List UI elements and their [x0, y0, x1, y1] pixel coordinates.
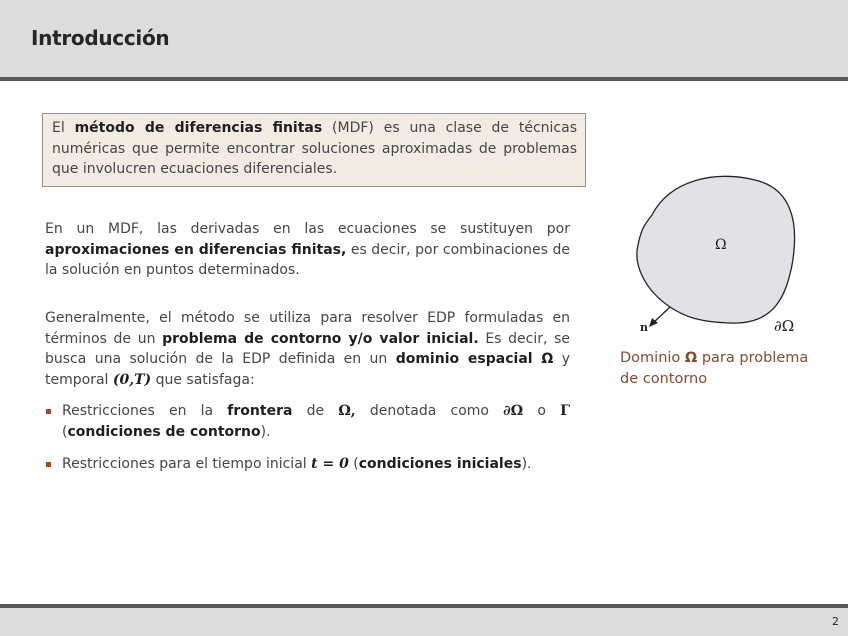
item-text: ). [260, 423, 271, 440]
definition-term: método de diferencias finitas [74, 120, 323, 136]
item-text: de [292, 403, 339, 419]
list-item [45, 401, 570, 442]
paragraph-text: es decir, por combinaciones de la solución en puntos determinados. [45, 241, 570, 278]
item-text: ( [62, 423, 68, 440]
boundary-label: ∂Ω [774, 317, 795, 335]
math-interval: (0,T) [112, 371, 152, 388]
page-number: 2 [832, 615, 839, 628]
math-initial-time: t = 0 [311, 456, 349, 472]
paragraph-text: y temporal [45, 351, 570, 388]
paragraph-emphasis: problema de contorno y/o valor inicial. [162, 330, 479, 347]
math-boundary: ∂Ω [503, 403, 524, 419]
math-omega: Ω, [338, 403, 356, 419]
paragraph-emphasis: aproximaciones en diferencias finitas, [45, 241, 347, 258]
item-text: Restricciones en la [62, 403, 228, 419]
math-gamma: Γ [560, 403, 571, 419]
item-emphasis: frontera [227, 403, 293, 419]
item-text: ). [521, 456, 532, 472]
paragraph-text: que satisfaga: [151, 371, 255, 388]
domain-label: Ω [715, 237, 727, 253]
caption-text: Dominio [620, 350, 685, 366]
bullet-square-icon [46, 462, 51, 467]
item-text: o [523, 403, 561, 419]
normal-label: n [640, 321, 648, 334]
paragraph-boundary-problem [45, 308, 570, 390]
figure-caption [620, 348, 820, 389]
paragraph-text: Generalmente, el método se utiliza para resolver EDP formuladas en términos de un [45, 310, 570, 347]
bullet-square-icon [46, 409, 51, 414]
footer-bar [0, 608, 848, 636]
header-rule [0, 77, 848, 81]
definition-text: El [52, 120, 75, 136]
paragraph-derivatives [45, 219, 570, 281]
item-text: ( [348, 456, 359, 472]
conditions-list [45, 401, 570, 487]
page-title: Introducción [31, 26, 170, 50]
item-emphasis: condiciones iniciales [358, 456, 522, 472]
paragraph-text: Es decir, se busca una solución de la EDP definida en un [45, 330, 570, 367]
definition-text: (MDF) es una clase de técnicas numéricas que permite encontrar soluciones aproximadas de problemas que involucren ecuaciones diferenciales. [52, 120, 577, 177]
item-text: denotada como [355, 403, 504, 419]
item-emphasis: condiciones de contorno [67, 423, 261, 440]
caption-text: para problema de contorno [620, 350, 809, 387]
list-item [45, 454, 570, 475]
domain-figure [630, 170, 810, 340]
definition-box [42, 113, 586, 187]
paragraph-emphasis: dominio espacial Ω [395, 351, 554, 367]
caption-omega: Ω [684, 350, 698, 366]
item-text: Restricciones para el tiempo inicial [62, 456, 312, 472]
paragraph-text: En un MDF, las derivadas en las ecuaciones se sustituyen por [45, 221, 570, 237]
